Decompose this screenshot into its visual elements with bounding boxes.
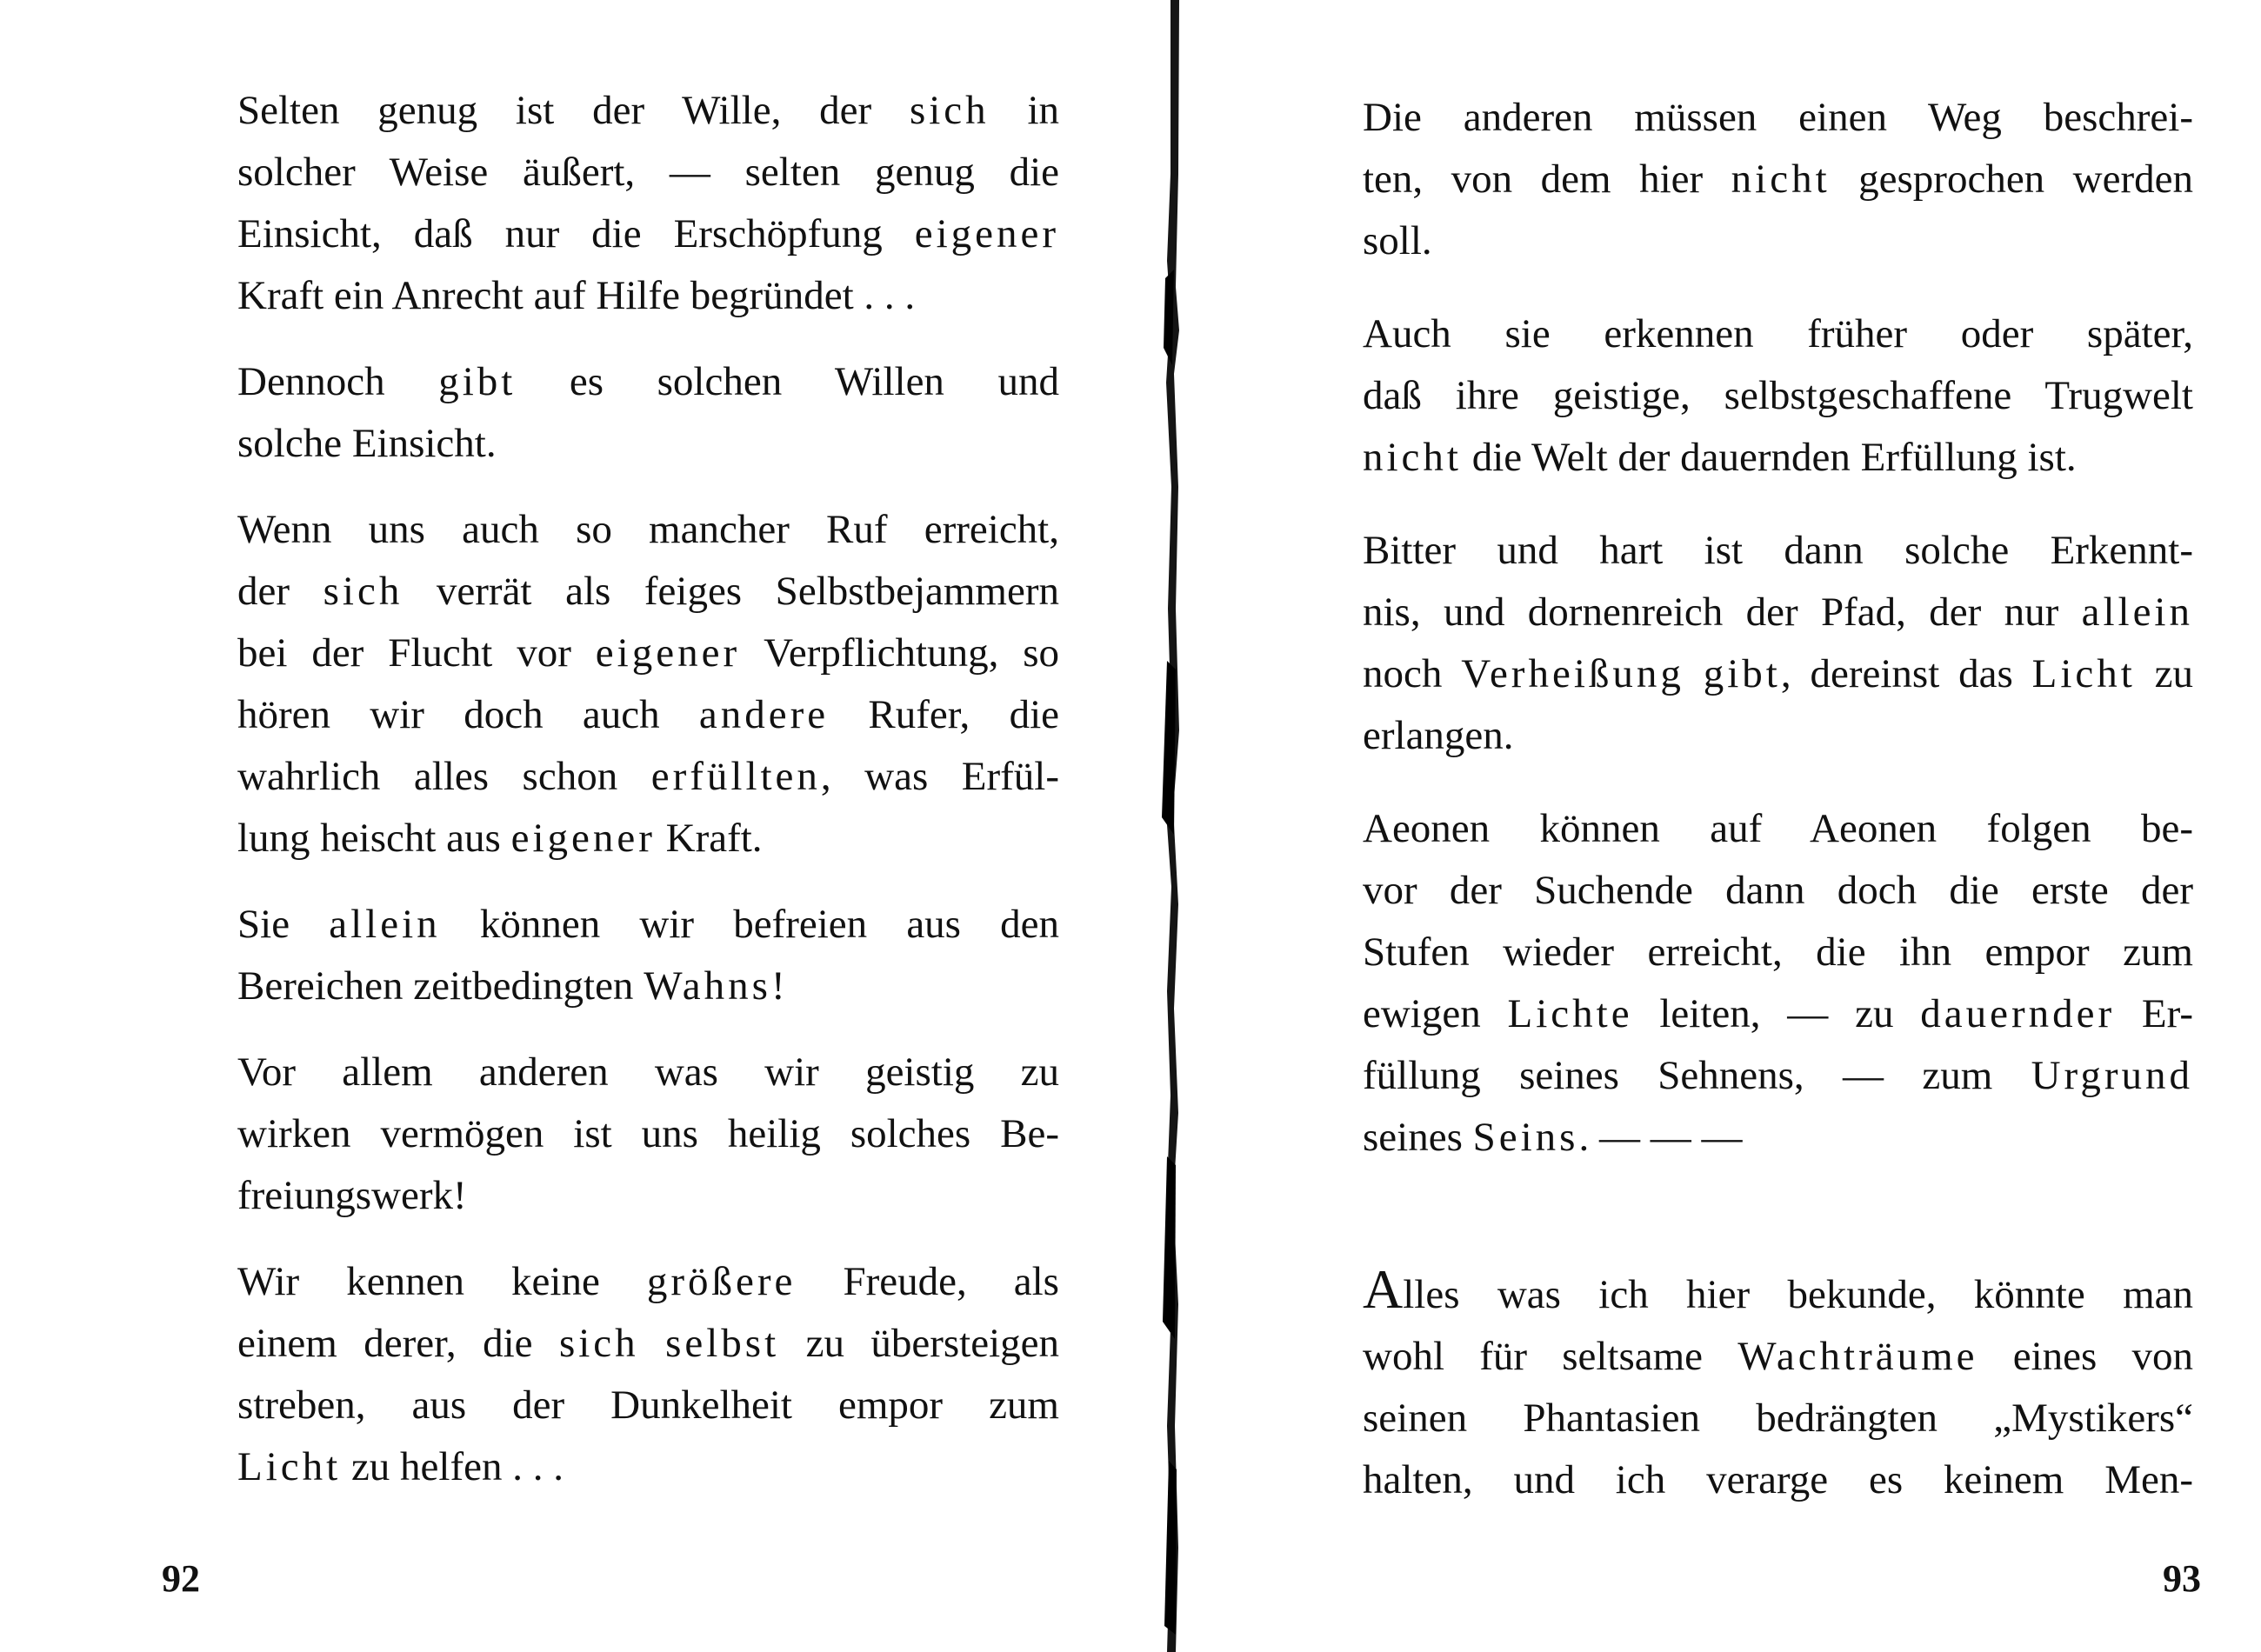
text-line — [1293, 1258, 2193, 1326]
paragraph — [168, 894, 1059, 1017]
text-line: freiungswerk! — [237, 1173, 467, 1218]
text-line: Licht zu helfen . . . — [237, 1444, 564, 1489]
text-line: Selten genug ist der Wille, der sich in — [237, 88, 1060, 133]
text-line: Bitter und hart ist dann solche Erkennt- — [1363, 528, 2193, 573]
text-line: seines Seins. — — — — [1363, 1115, 1743, 1160]
initial-letter: A — [1363, 1258, 1404, 1320]
paragraph — [168, 351, 1059, 475]
text-line: Einsicht, daß nur die Erschöpfung eigener — [237, 211, 1059, 256]
text-line: Stufen wieder erreicht, die ihn empor zum — [1363, 929, 2193, 975]
paragraph — [1293, 798, 2193, 1169]
paragraph — [168, 499, 1059, 869]
paragraph — [1293, 520, 2193, 767]
text-line: ten, von dem hier nicht gesprochen werden — [1363, 157, 2193, 202]
paragraph — [168, 80, 1059, 327]
text-line: halten, und ich verarge es keinem Men- — [1363, 1457, 2193, 1502]
text-line: nicht die Welt der dauernden Erfüllung ist. — [1363, 435, 2077, 480]
text-line: solcher Weise äußert, — selten genug die — [237, 150, 1059, 195]
right-page-text — [1293, 87, 2193, 1511]
text-line: einem derer, die sich selbst zu übersteigen — [237, 1321, 1060, 1366]
text-line: hören wir doch auch andere Rufer, die — [237, 692, 1059, 737]
paragraph — [1293, 303, 2193, 489]
text-line: seinen Phantasien bedrängten „Mystikers“ — [1363, 1396, 2193, 1441]
page-number: 93 — [2163, 1557, 2201, 1600]
text-line: Kraft ein Anrecht auf Hilfe begründet . . . — [237, 273, 916, 318]
text-line: der sich verrät als feiges Selbstbejammern — [237, 569, 1059, 614]
right-page — [1170, 0, 2261, 1652]
text-line: nis, und dornenreich der Pfad, der nur allein — [1363, 590, 2193, 635]
text-line: noch Verheißung gibt, dereinst das Licht zu — [1363, 651, 2194, 696]
paragraph — [168, 1042, 1059, 1227]
text-line: solche Einsicht. — [237, 421, 497, 466]
text-line: Auch sie erkennen früher oder später, — [1363, 311, 2193, 356]
text-line: vor der Suchende dann doch die erste der — [1363, 868, 2193, 913]
text-line: wirken vermögen ist uns heilig solches Be- — [237, 1111, 1059, 1156]
text-line: Die anderen müssen einen Weg beschrei- — [1363, 95, 2193, 140]
text-line: Dennoch gibt es solchen Willen und — [237, 359, 1059, 404]
text-line: wahrlich alles schon erfüllten, was Erfül- — [237, 754, 1059, 799]
text-line: bei der Flucht vor eigener Verpflichtung, so — [237, 630, 1060, 676]
page-number: 92 — [162, 1557, 200, 1600]
text-line: Wenn uns auch so mancher Ruf erreicht, — [237, 507, 1059, 552]
left-page-text — [168, 80, 1059, 1498]
text-line: wohl für seltsame Wachträume eines von — [1363, 1334, 2194, 1379]
text-line: Bereichen zeitbedingten Wahns! — [237, 963, 785, 1009]
text-line: Sie allein können wir befreien aus den — [237, 902, 1060, 947]
text-line: streben, aus der Dunkelheit empor zum — [237, 1382, 1059, 1428]
text-line: Aeonen können auf Aeonen folgen be- — [1363, 806, 2193, 851]
paragraph — [1293, 87, 2193, 272]
text-line: füllung seines Sehnens, — zum Urgrund — [1363, 1053, 2193, 1098]
text-line-rest: lles was ich hier bekunde, könnte man — [1403, 1272, 2193, 1317]
text-line: lung heischt aus eigener Kraft. — [237, 816, 763, 861]
text-line: daß ihre geistige, selbstgeschaffene Trugwelt — [1363, 373, 2193, 418]
paragraph — [168, 1251, 1059, 1498]
text-line: erlangen. — [1363, 713, 1514, 758]
text-line: soll. — [1363, 218, 1432, 263]
text-line: ewigen Lichte leiten, — zu dauernder Er- — [1363, 991, 2193, 1036]
paragraph-with-initial — [1293, 1258, 2194, 1511]
text-line: Wir kennen keine größere Freude, als — [237, 1259, 1059, 1304]
text-line: Vor allem anderen was wir geistig zu — [237, 1049, 1059, 1095]
